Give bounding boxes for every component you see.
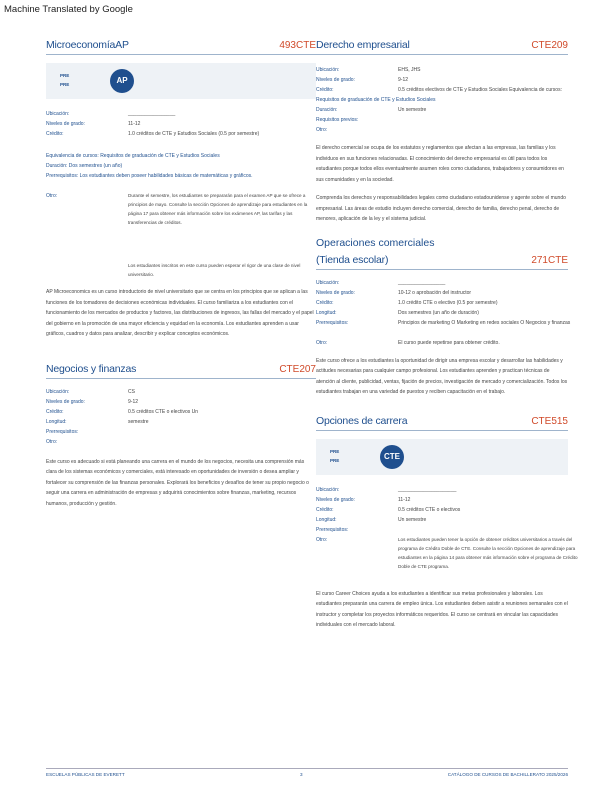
field-row: Otro: <box>316 127 328 133</box>
field-row: Ubicación: _________________ <box>46 111 176 117</box>
course-description: El derecho comercial se ocupa de los estatutos y reglamentos que afectan a las empresas, las familias y los individuos en sus funciones relacionadas. El conocimiento del derecho empresarial es útil para todos los estudiantes porque todos ellos eventualmente asumen roles como ciudadanos, trabajadores y consumidores en sus comunidades y en la sociedad. <box>316 145 564 183</box>
footer-page-number: 3 <box>300 772 303 777</box>
badge-box <box>316 439 568 475</box>
section-title: Opciones de carrera <box>316 414 408 427</box>
requirements-line: Requisitos de graduación de CTE y Estudios Sociales <box>316 97 436 103</box>
section-title: MicroeconomíaAP <box>46 39 129 51</box>
course-code: CTE207 <box>279 363 316 375</box>
field-row: Otro: El curso puede repetirse para obtener crédito. <box>316 339 500 346</box>
field-row: Crédito: 0.5 créditos CTE o electivos <box>316 506 461 513</box>
section-title: Derecho empresarial <box>316 39 410 51</box>
duration-line: Duración: Dos semestres (un año) <box>46 163 123 169</box>
footer-school: ESCUELAS PÚBLICAS DE EVERETT <box>46 772 125 777</box>
field-row: Crédito: 0.5 créditos CTE o electivos Un <box>46 408 199 415</box>
machine-translated-banner: Machine Translated by Google <box>4 4 133 15</box>
course-code: CTE209 <box>531 40 568 51</box>
cte-logo-icon: CTE <box>380 445 404 469</box>
section-header-micro <box>46 36 316 55</box>
field-row: Prerrequisitos: Principios de marketing O Marketing en redes sociales O Negocios y finanzas <box>316 319 571 326</box>
ap-logo-icon: AP <box>110 69 134 93</box>
other-text-2: Los estudiantes inscritos en este curso pueden esperar el rigor de una clase de nivel universitario. <box>128 263 301 277</box>
field-row: Duración: Un semestre <box>316 107 427 113</box>
badge-label: PRE <box>330 448 340 454</box>
field-row: Ubicación: _________________ <box>316 279 446 286</box>
section-header-negocios <box>46 360 316 379</box>
field-row: Niveles de grado: 11-12 <box>46 121 141 127</box>
other-text: Los estudiantes pueden tener la opción de obtener créditos universitarios a través del programa de Crédito Doble de CTE. Consulte la sección Opciones de aprendizaje para estudiantes en la página 14 para obtener más información sobre el programa de Crédito Doble de CTE programa. <box>398 536 578 569</box>
course-description: AP Microeconomics es un curso introductorio de nivel universitario que se centra en los principios que se aplican a las funciones de los tomadores de decisiones económicas individuales. El curso familiariza a los estudiantes con el funcionamiento de los mercados de productos y factores, las distribuciones de ingresos, las fallas del mercado y el papel del gobierno en la promoción de una mayor eficiencia y equidad en la economía. Los estudiantes aprenden a usar gráficos, cuadros y datos para analizar, describir y explicar conceptos económicos. <box>46 289 314 337</box>
section-title-2: (Tienda escolar) <box>316 253 389 266</box>
section-header-operaciones <box>316 237 568 270</box>
field-row: Prerrequisitos: <box>46 428 79 435</box>
badge-label: PRE <box>60 73 70 78</box>
badge-label: PRE <box>330 457 340 463</box>
left-column <box>46 36 316 509</box>
field-row: Niveles de grado: 11-12 <box>316 496 411 503</box>
course-description: Este curso ofrece a los estudiantes la oportunidad de dirigir una empresa escolar y desarrollar las habilidades y actitudes necesarias para cualquier campo profesional. Los estudiantes aprenden y practican técnicas de atención al cliente, publicidad, ventas, fijación de precios, investigación de mercado y comercialización. Todos los estudiantes trabajan en una variedad de puestos y reciben capacitación en el trabajo. <box>316 357 568 395</box>
field-row: Niveles de grado: 9-12 <box>46 398 139 405</box>
field-row: Prerrequisitos: <box>316 526 349 533</box>
badge-box <box>46 63 316 99</box>
course-description: Este curso es adecuado si está planeando una carrera en el mundo de los negocios, necesita una comprensión más clara de los sistemas económicos y comerciales, está interesado en oportunidades de inversión o desea ampliar y fortalecer su comprensión de las finanzas personales. Explorará los beneficios y desafíos de tener su propio negocio o seguir una carrera en administración de empresas y adquirirá conocimientos sobre finanzas, marketing, recursos humanos, producción y gestión. <box>46 458 309 507</box>
equivalence-line: Equivalencia de cursos: Requisitos de graduación de CTE y Estudios Sociales <box>46 153 220 159</box>
field-row: Longitud: semestre <box>46 418 149 425</box>
field-row: Crédito: 0.5 créditos electivos de CTE y Estudios Sociales Equivalencia de cursos: <box>316 87 562 93</box>
field-row: Ubicación: EHS, JHS <box>316 67 421 73</box>
section-header-derecho <box>316 36 568 55</box>
section-header-carrera <box>316 412 568 431</box>
other-row: Otro: Los estudiantes pueden tener la opción de obtener créditos universitarios a través del programa de Crédito Doble de CTE. Consulte la sección Opciones de aprendizaje para estudiantes en la página 14 para obtener más información sobre el programa de Crédito Doble de CTE programa. <box>316 536 578 569</box>
field-row: Crédito: 1.0 créditos de CTE y Estudios Sociales (0.5 por semestre) <box>46 131 260 137</box>
field-row: Ubicación: _____________________ <box>316 486 457 493</box>
badge-label: PRE <box>60 82 70 87</box>
other-row: Otro: Durante el semestre, los estudiantes se prepararán para el examen AP que se ofrece a principios de mayo. Consulte la sección Opciones de aprendizaje para estudiantes en la página 17 para obtener más información sobre los exámenes AP, las tarifas y las transferencias de créditos. <box>46 193 308 225</box>
course-code: CTE515 <box>531 415 568 427</box>
footer-catalog: CATÁLOGO DE CURSOS DE BACHILLERATO 2025/2026 <box>447 772 568 777</box>
right-column <box>316 36 578 631</box>
field-row: Crédito: 1.0 crédito CTE o electivo (0.5 por semestre) <box>316 299 498 306</box>
course-description-2: Comprenda los derechos y responsabilidades legales como ciudadano estadounidense y agente sobre el mundo empresarial. Las áreas de estudio incluyen derecho comercial, derecho de familia, derecho penal, derecho de menores, aplicación de la ley y el sistema judicial. <box>316 195 566 222</box>
field-row: Ubicación: CS <box>46 388 135 395</box>
course-code: 493CTE <box>279 40 316 51</box>
course-code: 271CTE <box>531 254 568 266</box>
page-footer <box>46 768 568 777</box>
field-row: Longitud: Un semestre <box>316 516 427 523</box>
field-row: Niveles de grado: 9-12 <box>316 77 409 83</box>
field-row: Requisitos previos: <box>316 117 359 123</box>
other-text: Durante el semestre, los estudiantes se prepararán para el examen AP que se ofrece a principios de mayo. Consulte la sección Opciones de aprendizaje para estudiantes en la página 17 para obtener más información sobre los exámenes AP, las tarifas y las transferencias de créditos. <box>128 193 308 225</box>
prereq-line: Prerrequisitos: Los estudiantes deben poseer habilidades básicas de matemáticas y gráficos. <box>46 173 253 179</box>
field-row: Longitud: Dos semestres (un año de duración) <box>316 309 479 316</box>
section-title: Negocios y finanzas <box>46 362 137 375</box>
section-title: Operaciones comerciales <box>316 236 435 249</box>
course-description: El curso Career Choices ayuda a los estudiantes a identificar sus metas profesionales y laborales. Los estudiantes prepararán una carrera de empleo única. Los estudiantes deben asistir a reuniones semanales con el instructor y completar los proyectos informáticos requeridos. El curso se centrará en vincular las capacidades individuales con el mercado laboral. <box>316 590 568 628</box>
field-row: Niveles de grado: 10-12 o aprobación del instructor <box>316 289 472 296</box>
field-row: Otro: <box>46 438 58 445</box>
